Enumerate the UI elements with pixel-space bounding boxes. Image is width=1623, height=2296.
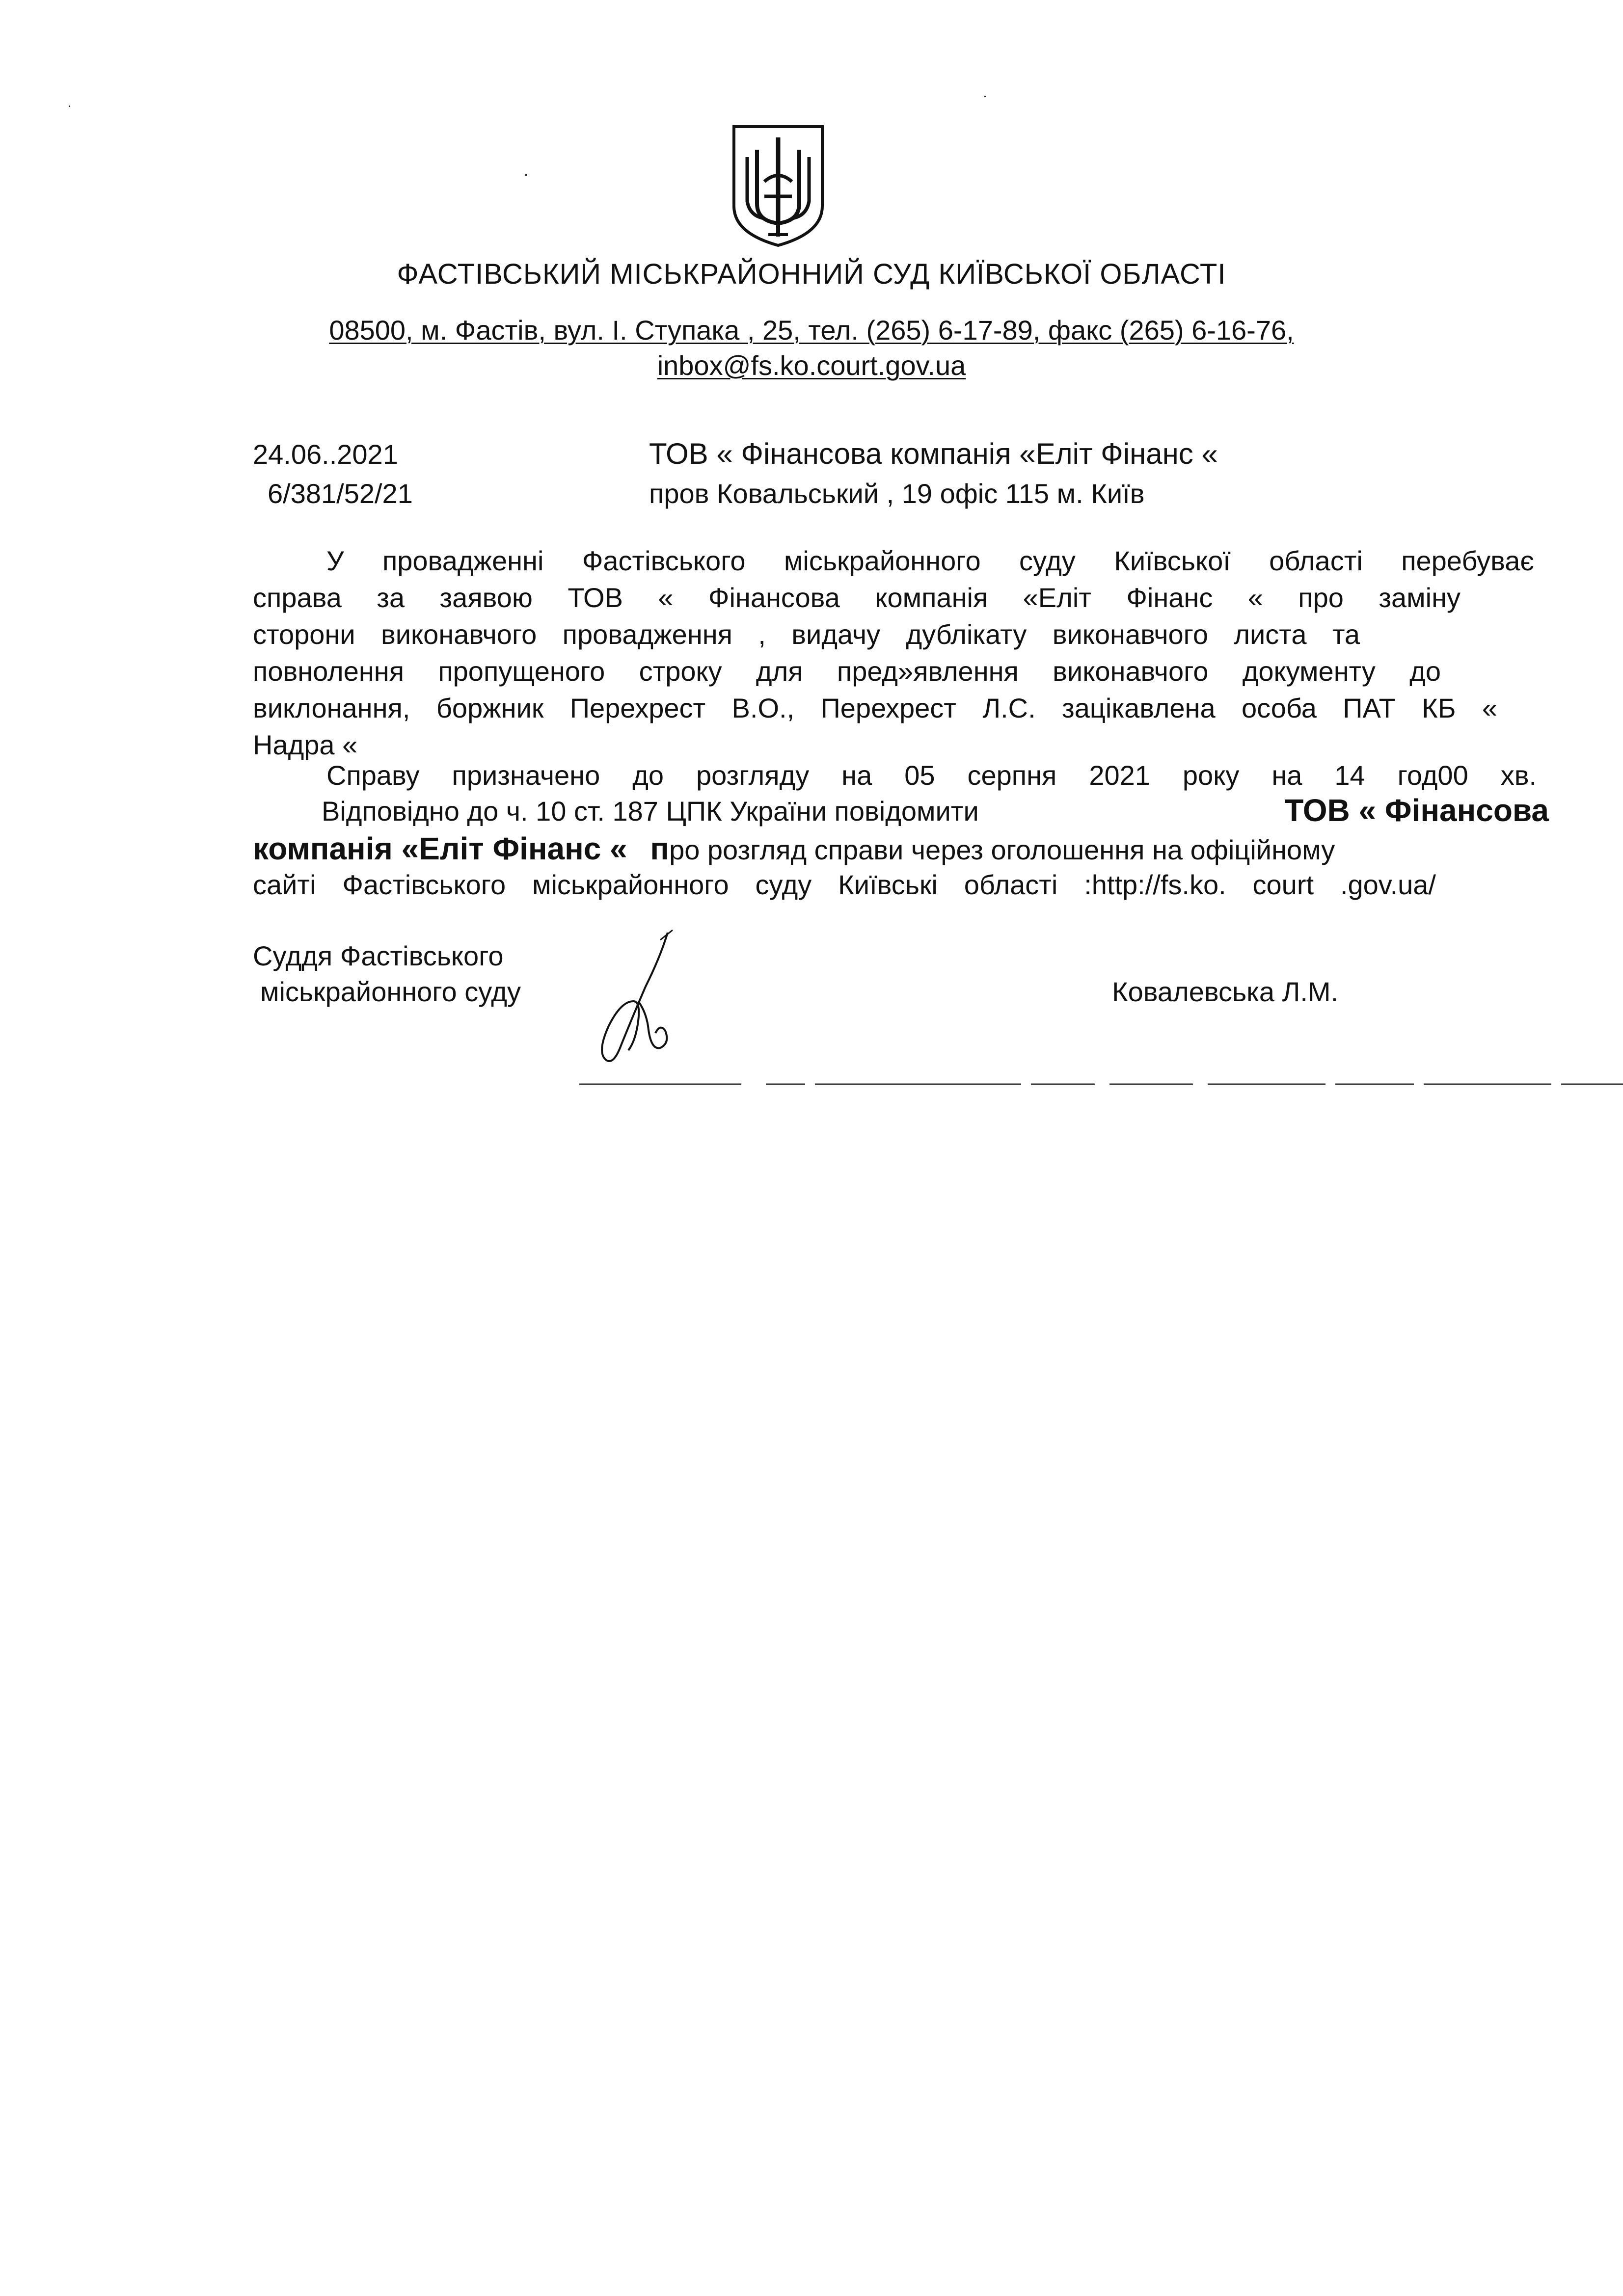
notice-text: ро розгляд справи через оголошення на офіційному — [669, 834, 1335, 865]
notice-text: Відповідно до ч. 10 ст. 187 ЦПК України повідомити — [322, 796, 979, 827]
scan-speck — [984, 96, 986, 97]
hearing-date-line: Справу призначено до розгляду на 05 серпня 2021 року на 14 год00 хв. — [326, 760, 1537, 791]
judge-title-line-1: Суддя Фастівського — [253, 940, 504, 971]
court-email[interactable]: inbox@fs.ko.court.gov.ua — [657, 350, 966, 381]
notice-company-bold: ТОВ « Фінансова — [1284, 793, 1549, 828]
coat-of-arms-of-ukraine-icon — [730, 123, 826, 248]
notice-line-2 — [253, 833, 1529, 864]
dashed-rule — [579, 1082, 1623, 1086]
recipient-address: пров Ковальський , 19 офіс 115 м. Київ — [649, 478, 1145, 509]
body-line: справа за заявою ТОВ « Фінансова компанія «Еліт Фінанс « про заміну — [253, 582, 1461, 613]
court-name: ФАСТІВСЬКИЙ МІСЬКРАЙОННИЙ СУД КИЇВСЬКОЇ ОБЛАСТІ — [397, 258, 1226, 290]
judge-title-line-2: міськрайонного суду — [260, 976, 521, 1007]
document-date: 24.06..2021 — [253, 439, 398, 470]
court-email-line — [0, 349, 1623, 381]
reference-number: 6/381/52/21 — [268, 478, 413, 509]
recipient-name: ТОВ « Фінансова компанія «Еліт Фінанс « — [649, 437, 1218, 470]
notice-bold-letter: п — [650, 831, 670, 866]
scan-speck — [69, 106, 70, 107]
body-line: сторони виконавчого провадження , видачу дублікату виконавчого листа та — [253, 619, 1360, 650]
body-line: виклонання, боржник Перехрест В.О., Перехрест Л.С. зацікавлена особа ПАТ КБ « — [253, 693, 1497, 723]
notice-company-bold: компанія «Еліт Фінанс « — [253, 831, 627, 866]
court-address — [0, 314, 1623, 346]
body-line: У провадженні Фастівського міськрайонного суду Київської області перебуває — [326, 545, 1534, 576]
scan-speck — [525, 174, 527, 176]
handwritten-signature — [587, 928, 680, 1072]
body-line: повнолення пропущеного строку для пред»явлення виконавчого документу до — [253, 656, 1441, 687]
body-line: Надра « — [253, 729, 358, 760]
judge-name: Ковалевська Л.М. — [1112, 976, 1339, 1007]
court-address-line: 08500, м. Фастів, вул. І. Ступака , 25, тел. (265) 6-17-89, факс (265) 6-16-76, — [329, 315, 1294, 346]
notice-line-1 — [322, 793, 1549, 828]
notice-line-3: сайті Фастівського міськрайонного суду Київські області :http://fs.ko. court .gov.ua/ — [253, 869, 1436, 900]
